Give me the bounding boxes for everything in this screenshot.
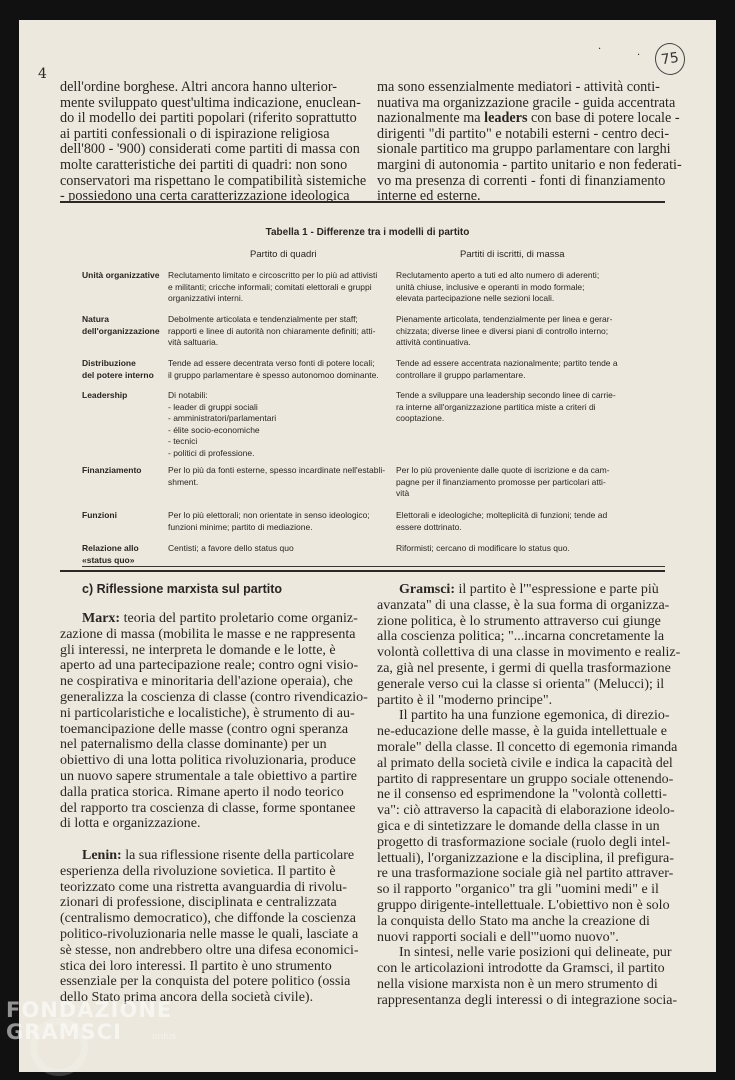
table-row-label: [82, 390, 127, 402]
cell-line: ra interne all'organizzazione partitica miste a criteri di: [396, 401, 596, 412]
cell-line: Per lo più da fonti esterne, spesso incardinate nell'establi-: [168, 465, 386, 475]
text-line: ne-educazione delle masse, è la guida intellettuale e: [377, 724, 667, 740]
cell-line: - politici di professione.: [168, 447, 255, 458]
text-line: dalla pratica storica. Rimane aperto il nodo teorico: [60, 784, 344, 800]
label-line: del potere interno: [82, 369, 154, 380]
table-cell-quadri: [168, 314, 375, 349]
text-line: stica dei loro interessi. Il partito è uno strumento: [60, 958, 332, 974]
table-cell-massa: [396, 510, 607, 533]
label-line: Relazione allo: [82, 543, 139, 553]
text-line: ne il consenso ed esprimendone la "volontà colletti-: [377, 787, 667, 803]
table-row-label: [82, 358, 154, 381]
text-line: rappresentanza degli interessi o di integrazione socia-: [377, 992, 678, 1008]
text-line: gica e di sintetizzare le domande della classe in un: [377, 818, 660, 834]
text-line: nazionalmente ma leaders con base di potere locale -: [377, 110, 680, 127]
label-line: Leadership: [82, 390, 128, 400]
text-line: nuovi rapporti sociali e dell'"uomo nuovo".: [377, 929, 619, 945]
table-bottom-rule: [82, 566, 665, 567]
cell-line: cooptazione.: [396, 413, 445, 423]
text-line: nel paternalismo della classe dominante) per un: [60, 737, 327, 753]
text-line: nuativa ma organizzazione gracile - guida accentrata: [377, 94, 676, 111]
cell-line: rapporti e linee di autorità non chiaramente definiti; atti-: [168, 325, 376, 336]
text-line: obiettivo di una lotta politica rivoluzionaria, produce: [60, 753, 356, 769]
cell-line: il gruppo parlamentare è spesso autonomoo dominante.: [168, 369, 379, 380]
text-line: gli interessi, ne interpreta le domande e le lotte, è: [60, 642, 336, 658]
handwritten-annotation: 75: [653, 41, 687, 77]
cell-line: - amministratori/parlamentari: [168, 413, 277, 423]
cell-line: Reclutamento aperto a tuti ed alto numero di aderenti;: [396, 270, 600, 280]
cell-line: - leader di gruppi sociali: [168, 401, 258, 412]
text-line: Gramsci: il partito è l'"espressione e parte più: [399, 582, 659, 597]
col-header-quadri: Partito di quadri: [250, 249, 317, 260]
text-line: ne cospirativa e minoritaria dell'azione operaia), che: [60, 674, 353, 690]
table-cell-massa: [396, 465, 610, 500]
text-line: ma sono essenzialmente mediatori - attività conti-: [377, 79, 660, 95]
text-line: toemancipazione delle masse (contro ogni speranza: [60, 721, 349, 737]
cell-line: Per lo più elettorali; non orientate in senso ideologico;: [168, 510, 370, 520]
text-line: molte caratteristiche dei partiti di quadri: non sono: [60, 156, 348, 173]
text-line: va": ciò attraverso la capacità di elaborazione ideolo-: [377, 803, 675, 819]
text-line: re una trasformazione sociale già nel partito attraver-: [377, 866, 674, 882]
cell-line: essere dottrinato.: [396, 521, 462, 532]
cell-line: Per lo più proveniente dalle quote di iscrizione e da cam-: [396, 465, 610, 475]
text-line: vo ma presenza di correnti - fonti di finanziamento: [377, 172, 666, 189]
section-heading: c) Riflessione marxista sul partito: [82, 582, 283, 596]
table-row-label: [82, 314, 160, 337]
text-line: del rapporto tra coscienza di classe, forme spontanee: [60, 800, 356, 816]
text-line: [60, 832, 368, 848]
text-line: - possiedono una certa caratterizzazione ideologica: [60, 188, 350, 205]
text-line: politico-rivoluzionaria nelle masse le quali, lasciate a: [60, 926, 359, 942]
text-line: lettuali), l'organizzazione e la disciplina, il prefigura-: [377, 850, 674, 866]
pen-mark: ·: [637, 50, 641, 61]
section-divider: [60, 570, 665, 572]
text-line: un nuovo sapere strumentale a tale obiettivo a partire: [60, 768, 358, 784]
text-line: esperienza della rivoluzione sovietica. Il partito è: [60, 863, 336, 879]
cell-line: Pienamente articolata, tendenzialmente per linea e gerar-: [396, 314, 613, 324]
cell-line: elevata partecipazione nelle sezioni locali.: [396, 293, 555, 303]
table-cell-massa: [396, 543, 570, 555]
text-line: la conquista dello Stato ma anche la creazione di: [377, 913, 650, 929]
cell-line: organizzativi interni.: [168, 293, 244, 303]
cell-line: Centisti; a favore dello status quo: [168, 543, 294, 553]
table-cell-massa: [396, 390, 616, 425]
text-line: Lenin: la sua riflessione risente della particolare: [82, 847, 355, 863]
lower-left-column: [60, 611, 368, 1006]
text-line: (centralismo democratico), che diffonde la coscienza: [60, 911, 356, 927]
cell-line: Di notabili:: [168, 390, 208, 400]
cell-line: vità: [396, 488, 410, 498]
text-line: interne ed esterne.: [377, 188, 481, 205]
cell-line: attività continuativa.: [396, 337, 471, 347]
text-line: dell'800 - '900) considerati come partiti di massa con: [60, 141, 360, 158]
text-line: Il partito ha una funzione egemonica, di direzio-: [399, 708, 670, 724]
label-line: Distribuzione: [82, 358, 136, 368]
cell-line: pagne per il finanziamento promosse per particolari atti-: [396, 476, 606, 487]
top-left-column: [60, 80, 366, 205]
table-cell-quadri: [168, 543, 294, 555]
text-line: alla coscienza politica; "...incarna concretamente la: [377, 629, 665, 645]
table-cell-quadri: [168, 465, 385, 488]
text-line: dello Stato prima ancora della società civile).: [60, 990, 314, 1006]
text-line: sionale partitico ma gruppo parlamentare con larghi: [377, 141, 671, 158]
cell-line: - élite socio-economiche: [168, 424, 260, 435]
cell-line: e militanti; cricche informali; comitati elettorali e gruppi: [168, 281, 372, 292]
label-line: Natura: [82, 314, 109, 324]
watermark-suffix: onlus: [152, 1032, 177, 1042]
text-line: zionari di professione, disciplinata e centralizzata: [60, 895, 337, 911]
watermark-line: FONDAZIONE: [6, 998, 173, 1022]
table-cell-massa: [396, 358, 618, 381]
text-line: di lotta e organizzazione.: [60, 816, 201, 832]
top-right-column: [377, 80, 682, 205]
text-line: In sintesi, nelle varie posizioni qui delineate, pur: [399, 945, 672, 961]
text-line: sè stesse, non andrebbero oltre una difesa economici-: [60, 942, 359, 958]
lower-right-column: [377, 582, 680, 1009]
text-line: avanzata" di una classe, è la sua forma di organizza-: [377, 597, 670, 613]
watermark-line: GRAMSCI: [6, 1020, 122, 1044]
cell-line: chizzata; diverse linee e diversi piani di controllo interno;: [396, 325, 609, 336]
text-line: generalizza la coscienza di classe (contro rivendicazio-: [60, 689, 368, 705]
label-line: Funzioni: [82, 510, 117, 520]
table-row-label: [82, 465, 142, 477]
table-title: Tabella 1 - Differenze tra i modelli di partito: [265, 227, 470, 238]
text-line: volontà collettiva di una classe in movimento e realiz-: [377, 645, 681, 661]
pen-mark: ·: [598, 44, 602, 55]
text-line: ai partiti confessionali o di ispirazione religiosa: [60, 125, 330, 142]
text-line: aperto ad una partecipazione reale; contro ogni visio-: [60, 658, 359, 674]
text-line: al primato della società civile e indica la capacità del: [377, 755, 673, 771]
text-line: za, già nel presente, i germi di quella trasformazione: [377, 660, 671, 676]
page-number: 4: [38, 66, 47, 82]
cell-line: - tecnici: [168, 436, 198, 446]
label-line: dell'organizzazione: [82, 325, 160, 336]
text-line: partito è il "moderno principe".: [377, 692, 553, 708]
text-line: partito di rappresentare un gruppo sociale ottenendo-: [377, 771, 674, 787]
text-line: Marx: teoria del partito proletario come organiz-: [82, 611, 358, 626]
cell-line: Riformisti; cercano di modificare lo status quo.: [396, 543, 570, 553]
cell-line: vità saltuaria.: [168, 337, 219, 347]
label-line: Finanziamento: [82, 465, 142, 475]
text-line: do il modello dei partiti popolari (riferito soprattutto: [60, 110, 357, 127]
text-line: dirigenti "di partito" e notabili esterni - centro deci-: [377, 125, 670, 142]
text-line: gruppo dirigente-intellettuale. L'obiettivo non è solo: [377, 897, 670, 913]
cell-line: Tende a sviluppare una leadership secondo linee di carrie-: [396, 390, 616, 400]
cell-line: Debolmente articolata e tendenzialmente per staff;: [168, 314, 358, 324]
cell-line: funzioni minime; partito di mediazione.: [168, 521, 313, 532]
text-line: conservatori ma rispettano le compatibilità sistemiche: [60, 172, 367, 189]
text-line: nella visione marxista non è un mero strumento di: [377, 976, 658, 992]
text-line: ni particolaristiche e localistiche), è strumento di au-: [60, 705, 355, 721]
table-cell-massa: [396, 314, 612, 349]
text-line: mente sviluppato quest'ultima indicazione, enuclean-: [60, 94, 361, 111]
cell-line: controllare il gruppo parlamentare.: [396, 369, 526, 380]
text-line: teorizzato come una ristretta avanguardia di rivolu-: [60, 879, 347, 895]
section-divider: [60, 201, 665, 203]
cell-line: Tende ad essere decentrata verso fonti di potere locali;: [168, 358, 375, 368]
cell-line: shment.: [168, 476, 199, 487]
table-cell-quadri: [168, 390, 276, 459]
text-line: margini di autonomia - partito unitario e non federati-: [377, 156, 682, 173]
table-row-label: [82, 543, 139, 566]
cell-line: Elettorali e ideologiche; molteplicità di funzioni; tende ad: [396, 510, 608, 520]
text-line: progetto di trasformazione sociale (ruolo degli intel-: [377, 834, 671, 850]
cell-line: Tende ad essere accentrata nazionalmente; partito tende a: [396, 358, 618, 368]
table-cell-massa: [396, 270, 599, 305]
table-cell-quadri: [168, 270, 377, 305]
text-line: so il rapporto "organico" tra gli "uomini medi" e il: [377, 882, 659, 898]
table-row-label: [82, 510, 117, 522]
text-line: zazione di massa (mobilita le masse e ne rappresenta: [60, 626, 356, 642]
watermark: [6, 998, 177, 1044]
table-cell-quadri: [168, 358, 379, 381]
label-line: «status quo»: [82, 554, 135, 565]
table-row-label: [82, 270, 159, 282]
label-line: Unità organizzative: [82, 270, 160, 280]
text-line: zione politica, è lo strumento attraverso cui giunge: [377, 613, 661, 629]
text-line: generale verso cui la classe si orienta" (Melucci); il: [377, 676, 665, 692]
text-line: dell'ordine borghese. Altri ancora hanno ulterior-: [60, 79, 338, 95]
table-cell-quadri: [168, 510, 370, 533]
col-header-massa: Partiti di iscritti, di massa: [460, 249, 565, 260]
cell-line: Reclutamento limitato e circoscritto per lo più ad attivisti: [168, 270, 378, 280]
cell-line: unità chiuse, inclusive e operanti in modo formale;: [396, 281, 585, 292]
text-line: essenziale per la conquista del potere politico (ossia: [60, 974, 351, 990]
text-line: morale" della classe. Il concetto di egemonia rimanda: [377, 739, 678, 755]
text-line: con le articolazioni introdotte da Gramsci, il partito: [377, 961, 665, 977]
